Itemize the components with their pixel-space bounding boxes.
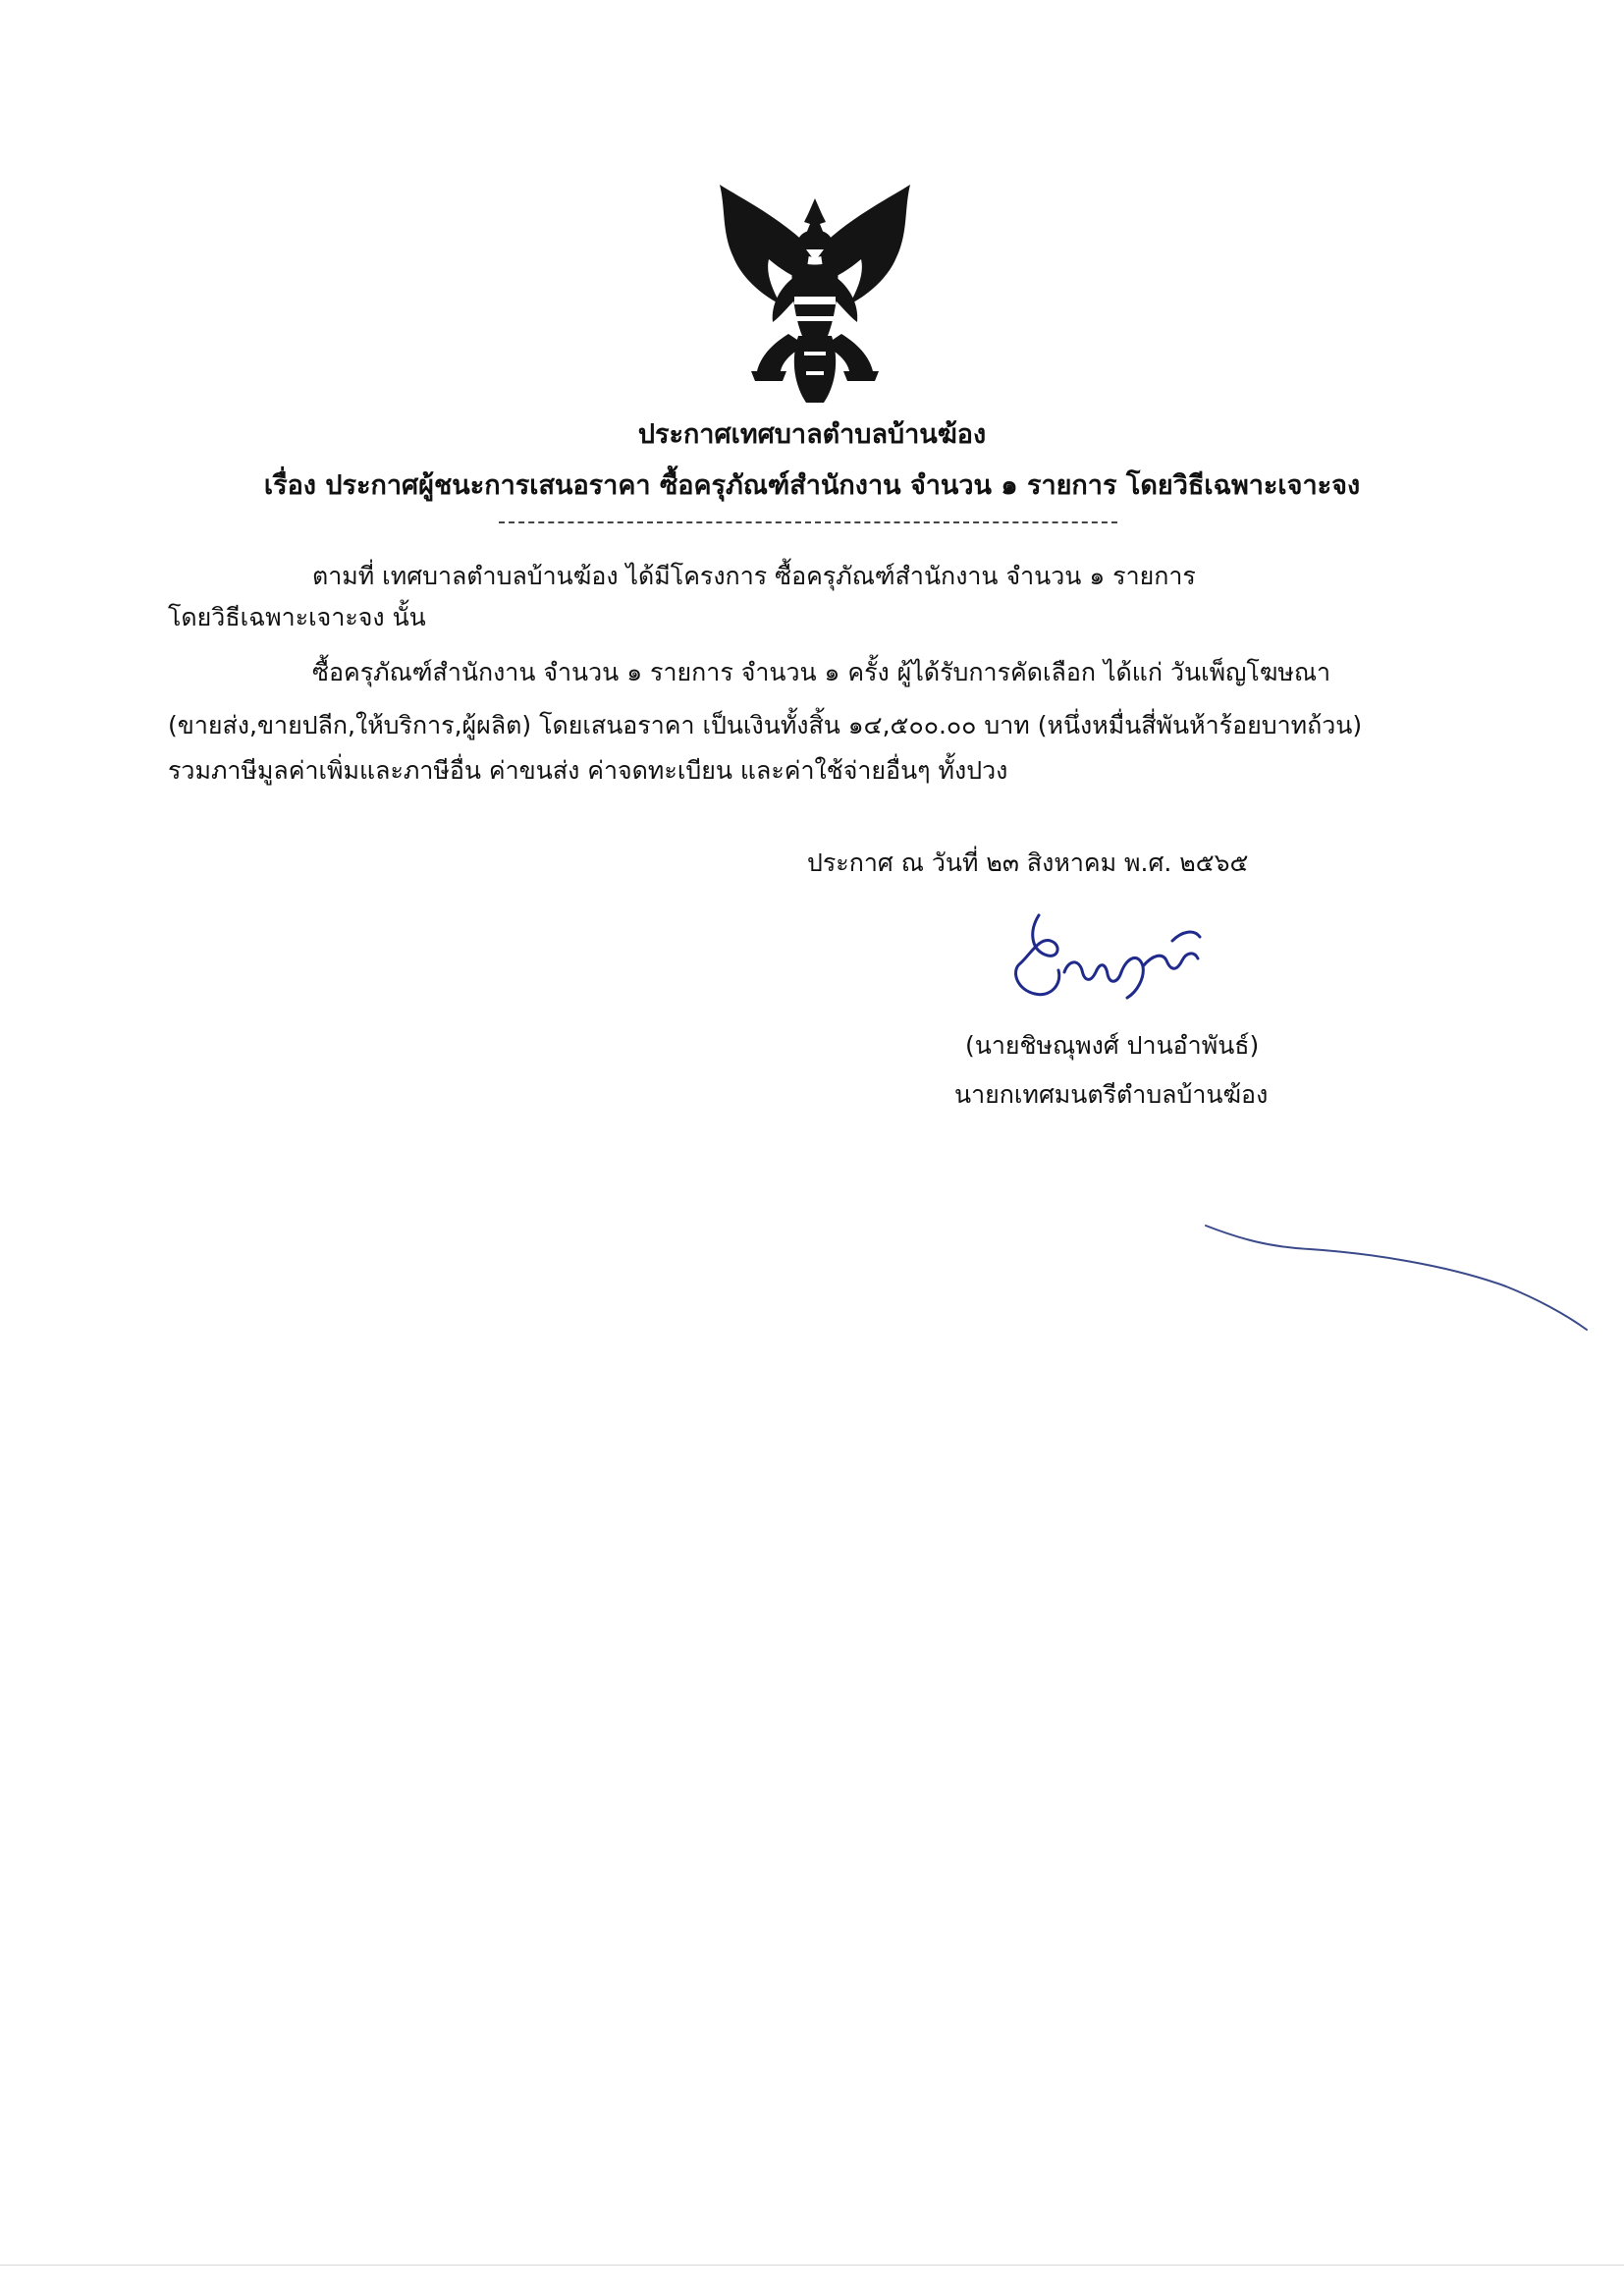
title-divider [499,521,1117,523]
signatory-name: (นายชิษณุพงศ์ ปานอำพันธ์) [965,1031,1260,1060]
signatory-position: นายกเทศมนตรีตำบลบ้านฆ้อง [954,1080,1269,1109]
announcement-date: ประกาศ ณ วันที่ ๒๓ สิงหาคม พ.ศ. ๒๕๖๕ [807,848,1249,877]
garuda-emblem-icon [712,179,918,407]
handwritten-signature [990,902,1211,1019]
paragraph-2-line-3: รวมภาษีมูลค่าเพิ่มและภาษีอื่น ค่าขนส่ง ค่าจดทะเบียน และค่าใช้จ่ายอื่นๆ ทั้งปวง [168,756,1008,785]
paragraph-2-line-1: ซื้อครุภัณฑ์สำนักงาน จำนวน ๑ รายการ จำนวน ๑ ครั้ง ผู้ได้รับการคัดเลือก ได้แก่ วันเพ็ญโฆษณา [312,658,1331,686]
paragraph-1-line-1: ตามที่ เทศบาลตำบลบ้านฆ้อง ได้มีโครงการ ซื้อครุภัณฑ์สำนักงาน จำนวน ๑ รายการ [312,562,1196,590]
document-title: ประกาศเทศบาลตำบลบ้านฆ้อง [637,419,987,450]
pen-stroke-mark [1202,1218,1595,1345]
paragraph-1-line-2: โดยวิธีเฉพาะเจาะจง นั้น [168,603,426,631]
document-subject: เรื่อง ประกาศผู้ชนะการเสนอราคา ซื้อครุภัณฑ์สำนักงาน จำนวน ๑ รายการ โดยวิธีเฉพาะเจาะจง [263,470,1361,501]
paragraph-2-line-2: (ขายส่ง,ขายปลีก,ให้บริการ,ผู้ผลิต) โดยเสนอราคา เป็นเงินทั้งสิ้น ๑๔,๕๐๐.๐๐ บาท (หนึ่งหมื่นสี่พันห้าร้อยบาทถ้วน) [168,711,1363,739]
scan-edge-line [0,2265,1624,2266]
